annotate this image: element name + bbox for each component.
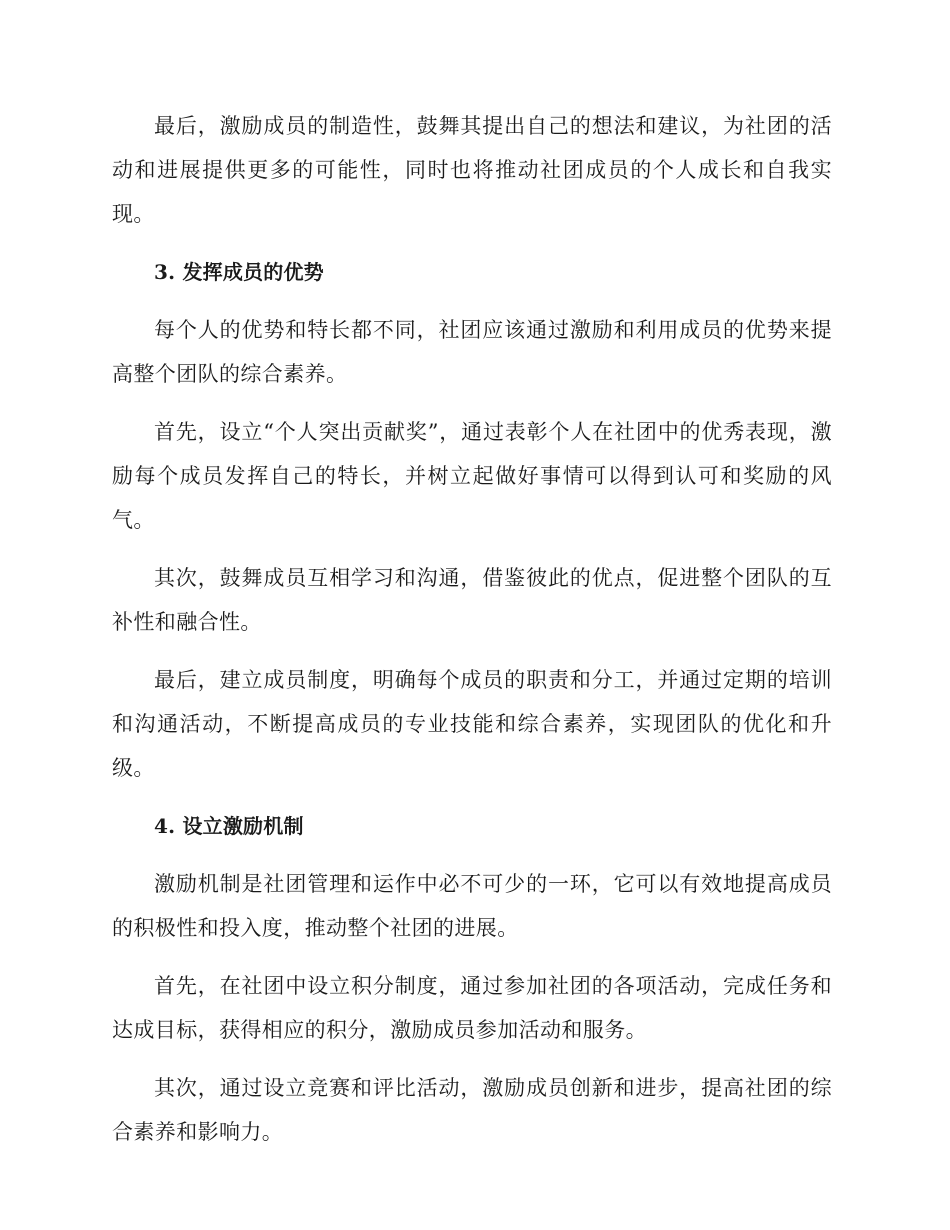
paragraph-creativity: 最后，激励成员的制造性，鼓舞其提出自己的想法和建议，为社团的活动和进展提供更多的可能性，同时也将推动社团成员的个人成长和自我实现。 (112, 114, 832, 226)
paragraph-incentive-intro: 激励机制是社团管理和运作中必不可少的一环，它可以有效地提高成员的积极性和投入度，推动整个社团的进展。 (112, 872, 832, 940)
paragraph-strengths-intro: 每个人的优势和特长都不同，社团应该通过激励和利用成员的优势来提高整个团队的综合素养。 (112, 318, 832, 386)
paragraph-points-system: 首先，在社团中设立积分制度，通过参加社团的各项活动，完成任务和达成目标，获得相应的积分，激励成员参加活动和服务。 (112, 974, 832, 1042)
section-heading-4: 4. 设立激励机制 (154, 814, 304, 838)
paragraph-contribution-award: 首先，设立“个人突出贡献奖”，通过表彰个人在社团中的优秀表现，激励每个成员发挥自己的特长，并树立起做好事情可以得到认可和奖励的风气。 (112, 420, 832, 532)
paragraph-mutual-learning: 其次，鼓舞成员互相学习和沟通，借鉴彼此的优点，促进整个团队的互补性和融合性。 (112, 566, 832, 634)
paragraph-competitions: 其次，通过设立竞赛和评比活动，激励成员创新和进步，提高社团的综合素养和影响力。 (112, 1076, 832, 1144)
paragraph-member-system: 最后，建立成员制度，明确每个成员的职责和分工，并通过定期的培训和沟通活动，不断提高成员的专业技能和综合素养，实现团队的优化和升级。 (112, 668, 832, 780)
section-heading-3: 3. 发挥成员的优势 (154, 260, 324, 284)
document-body (112, 104, 832, 1154)
